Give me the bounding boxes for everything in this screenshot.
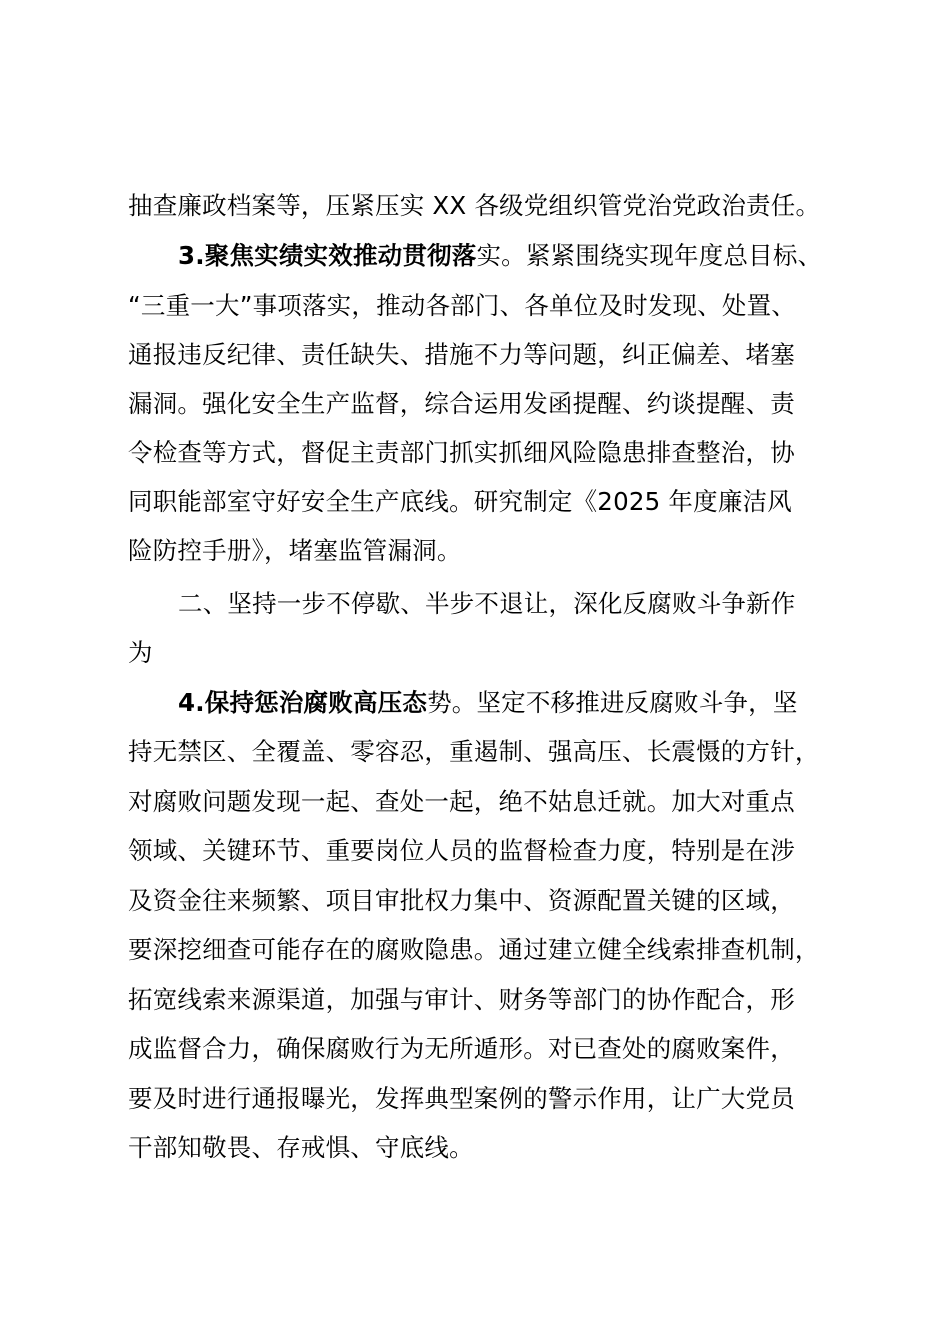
text-line: 同职能部室守好安全生产底线。研究制定《2025 年度廉洁风 [128, 487, 792, 516]
text-line: 通报违反纪律、责任缺失、措施不力等问题，纠正偏差、堵塞 [128, 340, 795, 369]
text-line: 抽查廉政档案等，压紧压实 XX 各级党组织管党治党政治责任。 [128, 191, 821, 220]
text-line: 持无禁区、全覆盖、零容忍，重遏制、强高压、长震慑的方针， [128, 737, 820, 766]
text-line [178, 683, 918, 723]
text-line: 领域、关键环节、重要岗位人员的监督检查力度，特别是在涉 [128, 836, 795, 865]
text-line: 要深挖细查可能存在的腐败隐患。通过建立健全线索排查机制， [128, 935, 820, 964]
text-line: 令检查等方式，督促主责部门抓实抓细风险隐患排查整治，协 [128, 438, 795, 467]
text-line: 成监督合力，确保腐败行为无所遁形。对已查处的腐败案件， [128, 1034, 795, 1063]
text-line: 为 [128, 638, 153, 667]
text-line: 要及时进行通报曝光，发挥典型案例的警示作用，让广大党员 [128, 1084, 795, 1113]
text-line: 险防控手册》，堵塞监管漏洞。 [128, 536, 462, 565]
text-line [178, 236, 918, 276]
text-line: 及资金往来频繁、项目审批权力集中、资源配置关键的区域， [128, 886, 795, 915]
text-line: “三重一大”事项落实，推动各部门、各单位及时发现、处置、 [128, 291, 796, 320]
text-line: 干部知敬畏、存戒惧、守底线。 [128, 1133, 474, 1162]
section-heading-4: 4.保持惩治腐败高压态 [178, 688, 428, 717]
text-line: 对腐败问题发现一起、查处一起，绝不姑息迁就。加大对重点 [128, 787, 795, 816]
section-heading-3: 3.聚焦实绩实效推动贯彻落 [178, 241, 477, 270]
text-line: 漏洞。强化安全生产监督，综合运用发函提醒、约谈提醒、责 [128, 389, 795, 418]
text-span: 势。坚定不移推进反腐败斗争，坚 [427, 688, 798, 717]
section-heading-2: 二、坚持一步不停歇、半步不退让，深化反腐败斗争新作 [178, 589, 796, 618]
text-line: 拓宽线索来源渠道，加强与审计、财务等部门的协作配合，形 [128, 985, 795, 1014]
text-span: 实。紧紧围绕实现年度总目标、 [476, 241, 823, 270]
